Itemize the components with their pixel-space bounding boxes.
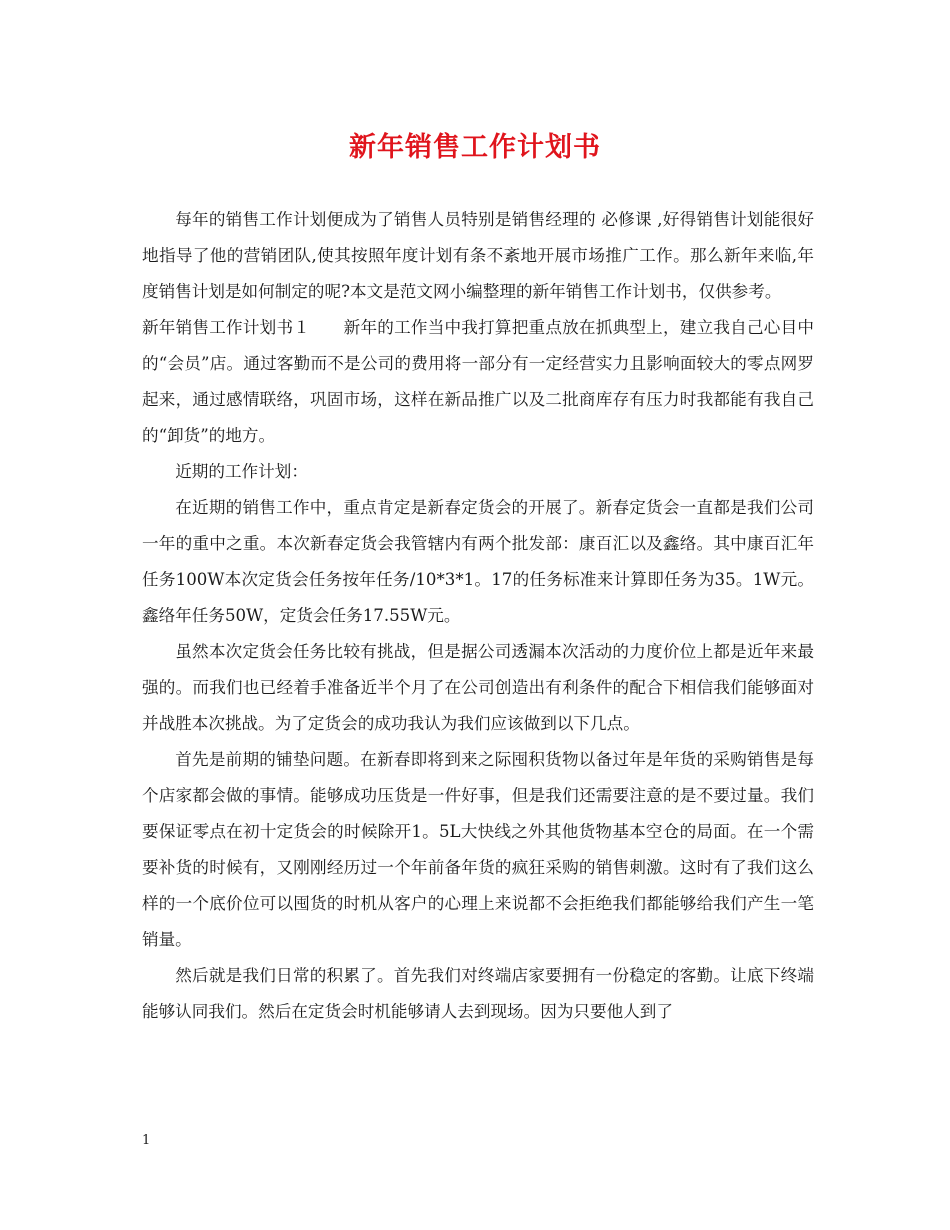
- page-number: 1: [142, 1133, 151, 1148]
- body-paragraph: 新年销售工作计划书１ 新年的工作当中我打算把重点放在抓典型上，建立我自己心目中的“会员”店。通过客勤而不是公司的费用将一部分有一定经营实力且影响面较大的零点网罗起来，通过感情联络，巩固市场，这样在新品推广以及二批商库存有压力时我都能有我自己的“卸货”的地方。: [142, 318, 814, 445]
- body-paragraph: 在近期的销售工作中，重点肯定是新春定货会的开展了。新春定货会一直都是我们公司一年的重中之重。本次新春定货会我管辖内有两个批发部：康百汇以及鑫络。其中康百汇年任务100W本次定货会任务按年任务/10*3*1。17的任务标准来计算即任务为35。1W元。鑫络年任务50W，定货会任务17.55W元。: [142, 498, 814, 625]
- body-paragraph: 每年的销售工作计划便成为了销售人员特别是销售经理的 必修课 ,好得销售计划能很好地指导了他的营销团队,使其按照年度计划有条不紊地开展市场推广工作。那么新年来临,年度销售计划是如何制定的呢?本文是范文网小编整理的新年销售工作计划书，仅供参考。: [142, 210, 814, 301]
- document-title: 新年销售工作计划书: [349, 132, 601, 163]
- body-paragraph: 然后就是我们日常的积累了。首先我们对终端店家要拥有一份稳定的客勤。让底下终端能够认同我们。然后在定货会时机能够请人去到现场。因为只要他人到了: [142, 966, 814, 1021]
- body-paragraph: 近期的工作计划：: [175, 462, 308, 481]
- document-body: [142, 202, 814, 1030]
- body-paragraph: 虽然本次定货会任务比较有挑战，但是据公司透漏本次活动的力度价位上都是近年来最强的。而我们也已经着手准备近半个月了在公司创造出有利条件的配合下相信我们能够面对并战胜本次挑战。为了定货会的成功我认为我们应该做到以下几点。: [142, 642, 814, 733]
- body-paragraph: 首先是前期的铺垫问题。在新春即将到来之际囤积货物以备过年是年货的采购销售是每个店家都会做的事情。能够成功压货是一件好事，但是我们还需要注意的是不要过量。我们要保证零点在初十定货会的时候除开1。5L大快线之外其他货物基本空仓的局面。在一个需要补货的时候有，又刚刚经历过一个年前备年货的疯狂采购的销售刺激。这时有了我们这么样的一个底价位可以囤货的时机从客户的心理上来说都不会拒绝我们都能够给我们产生一笔销量。: [142, 750, 814, 949]
